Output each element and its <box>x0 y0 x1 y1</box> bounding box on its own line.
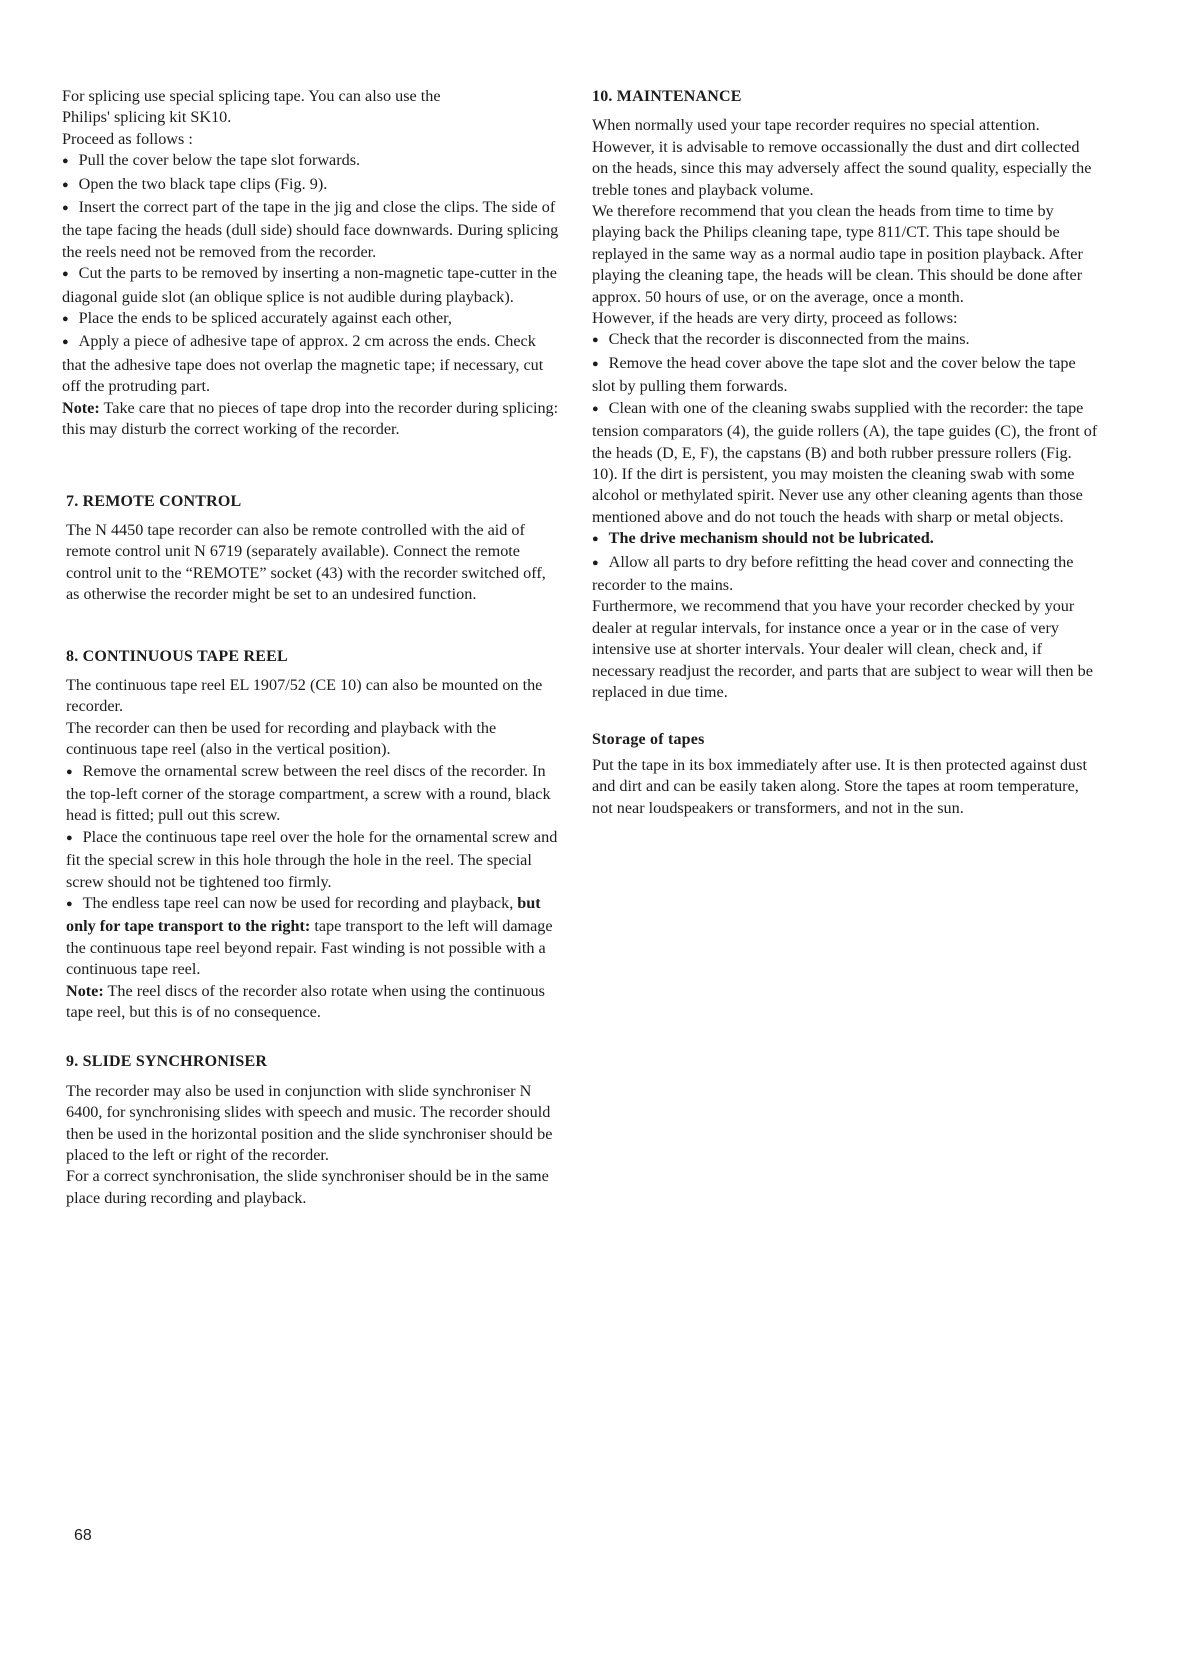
section-9-title: 9. SLIDE SYNCHRONISER <box>66 1053 268 1071</box>
section-7-title: 7. REMOTE CONTROL <box>66 492 242 510</box>
bullet-3-pre: The endless tape reel can now be used for recording and playback, <box>82 894 518 912</box>
splice-step-4: ● Cut the parts to be removed by inserting a non-magnetic tape-cutter in the diagonal guide slot (an oblique splice is not audible during playback). <box>62 263 562 308</box>
note-label: Note: <box>62 398 100 417</box>
section-7-text: The N 4450 tape recorder can also be remote controlled with the aid of remote control unit N 6719 (separately available). Connect the remote control unit to the “REMOTE” socket (43) with the recorder switched off, as otherwise the recorder might be set to an undesired function. <box>66 520 546 604</box>
bullet-3-post: tape transport to the left will damage the continuous tape reel beyond repair. Fast winding is not possible with a continuous tape reel. <box>66 917 553 979</box>
note-label: Note: <box>66 981 104 1000</box>
maintenance-bullet-3: ● Clean with one of the cleaning swabs supplied with the recorder: the tape tension comparators (4), the guide rollers (A), the tape guides (C), the front of the heads (D, E, F), the capstans (B) and both rubber pressure rollers (Fig. 10). If the dirt is persistent, you may moisten the cleaning swab with some alcohol or methylated spirit. Never use any other cleaning agents than those mentioned above and do not touch the heads with sharp or metal objects. <box>592 398 1098 528</box>
left-column <box>62 86 562 1209</box>
maintenance-bullet-1: ● Check that the recorder is disconnected from the mains. <box>592 329 1098 352</box>
splice-step-6: ● Apply a piece of adhesive tape of approx. 2 cm across the ends. Check that the adhesive tape does not overlap the magnetic tape; if necessary, cut off the protruding part. <box>62 331 562 397</box>
section-8-para-1: The continuous tape reel EL 1907/52 (CE 10) can also be mounted on the recorder. <box>66 675 543 716</box>
splice-step-3: ● Insert the correct part of the tape in the jig and close the clips. The side of the tape facing the heads (dull side) should face downwards. During splicing the reels need not be removed from the recorder. <box>62 197 562 263</box>
storage-title: Storage of tapes <box>592 731 705 749</box>
storage-text: Put the tape in its box immediately after use. It is then protected against dust and dirt and can be easily taken along. Store the tapes at room temperature, not near loudspeakers or transformers, and not in the sun. <box>592 755 1087 817</box>
maintenance-para-4: Furthermore, we recommend that you have your recorder checked by your dealer at regular intervals, for instance once a year or in the case of very intensive use at shorter intervals. Your dealer will clean, check and, if necessary readjust the recorder, and parts that are subject to wear will then be replaced in due time. <box>592 597 1093 701</box>
right-column <box>592 86 1098 819</box>
splice-step-5: ● Place the ends to be spliced accurately against each other, <box>62 308 562 331</box>
page-number: 68 <box>74 1527 92 1544</box>
section-8-bullet-2: ● Place the continuous tape reel over the hole for the ornamental screw and fit the special screw in this hole through the hole in the reel. The special screw should not be tightened too firmly. <box>66 827 562 893</box>
maintenance-para-3: However, if the heads are very dirty, proceed as follows: <box>592 309 958 328</box>
splice-step-2: ● Open the two black tape clips (Fig. 9). <box>62 174 562 197</box>
note-text: The reel discs of the recorder also rotate when using the continuous tape reel, but this is of no consequence. <box>66 981 545 1022</box>
section-8-bullet-1: ● Remove the ornamental screw between the reel discs of the recorder. In the top-left corner of the storage compartment, a screw with a round, black head is fitted; pull out this screw. <box>66 761 562 827</box>
bullet-3-bold: but only for tape transport to the right: <box>66 894 541 936</box>
maintenance-bullet-5: ● Allow all parts to dry before refitting the head cover and connecting the recorder to the mains. <box>592 552 1098 597</box>
section-9-para-1: The recorder may also be used in conjunction with slide synchroniser N 6400, for synchronising slides with speech and music. The recorder should then be used in the horizontal position and the slide synchroniser should be placed to the left or right of the recorder. <box>66 1081 553 1165</box>
section-9-para-2: For a correct synchronisation, the slide synchroniser should be in the same place during recording and playback. <box>66 1167 549 1207</box>
maintenance-para-1: When normally used your tape recorder requires no special attention. However, it is advisable to remove occassionally the dust and dirt collected on the heads, since this may adversely affect the sound quality, especially the treble tones and playback volume. <box>592 116 1092 199</box>
maintenance-bullet-2: ● Remove the head cover above the tape slot and the cover below the tape slot by pulling them forwards. <box>592 353 1098 398</box>
section-8-bullet-3 <box>66 893 562 981</box>
intro-line-1: For splicing use special splicing tape. You can also use the <box>62 87 441 105</box>
splice-step-1: ● Pull the cover below the tape slot forwards. <box>62 150 562 173</box>
note-splicing <box>62 398 562 441</box>
section-8-para-2: The recorder can then be used for recording and playback with the continuous tape reel (also in the vertical position). <box>66 718 497 759</box>
maintenance-bullet-4: ● The drive mechanism should not be lubricated. <box>592 528 1098 551</box>
intro-line-3: Proceed as follows : <box>62 129 193 148</box>
intro-line-2: Philips' splicing kit SK10. <box>62 108 232 127</box>
maintenance-para-2: We therefore recommend that you clean the heads from time to time by playing back the Philips cleaning tape, type 811/CT. This tape should be replayed in the same way as a normal audio tape in position playback. After playing the cleaning tape, the heads will be clean. This should be done after approx. 50 hours of use, or on the average, once a month. <box>592 202 1083 306</box>
section-10-title: 10. MAINTENANCE <box>592 88 742 105</box>
note-continuous-reel <box>66 981 562 1024</box>
note-text: Take care that no pieces of tape drop into the recorder during splicing: this may disturb the correct working of the recorder. <box>62 398 559 439</box>
section-8-title: 8. CONTINUOUS TAPE REEL <box>66 647 288 665</box>
